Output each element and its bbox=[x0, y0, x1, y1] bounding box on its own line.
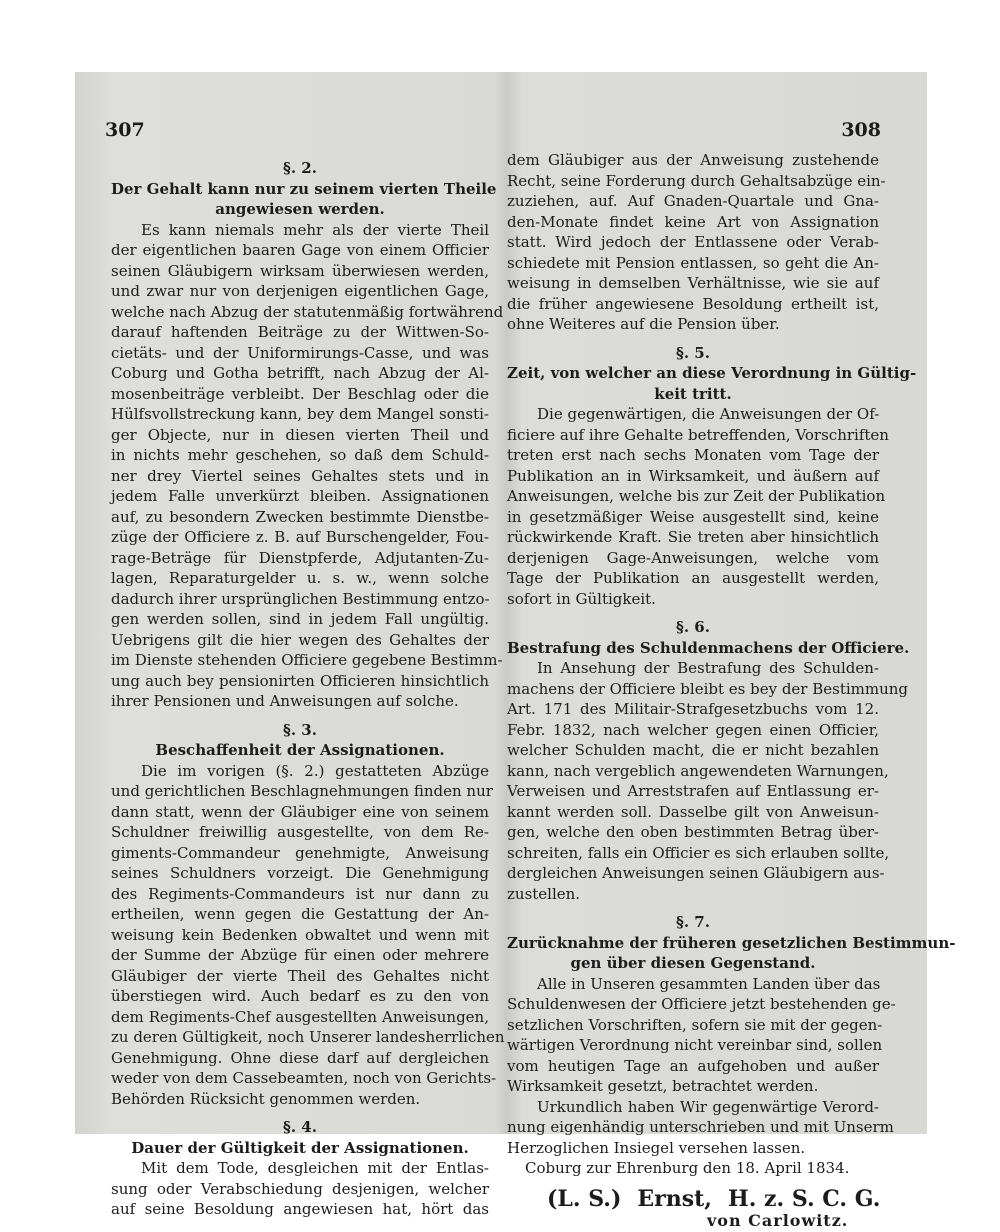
paragraph-line: Hülfsvollstreckung kann, bey dem Mangel sonsti- bbox=[111, 405, 489, 423]
paragraph-line: zustellen. bbox=[507, 884, 581, 903]
scanned-page bbox=[75, 72, 956, 1230]
paragraph-line: Es kann niemals mehr als der vierte Theil bbox=[141, 220, 489, 239]
paragraph-line: züge der Officiere z. B. auf Burschengelder, Fou- bbox=[111, 528, 489, 546]
paragraph-line: vom heutigen Tage an aufgehoben und außer bbox=[507, 1056, 879, 1075]
paragraph-line: welcher Schulden macht, die er nicht bezahlen bbox=[507, 741, 879, 759]
paragraph-line: im Dienste stehenden Officiere gegebene Bestimm- bbox=[111, 651, 503, 669]
paragraph-line: Alle in Unseren gesammten Landen über das bbox=[537, 974, 881, 993]
paragraph-line: treten erst nach sechs Monaten vom Tage der bbox=[507, 446, 879, 464]
paragraph-line: Coburg und Gotha betrifft, nach Abzug der Al- bbox=[111, 364, 489, 382]
paragraph-line: derjenigen Gage-Anweisungen, welche vom bbox=[507, 548, 879, 567]
paragraph-line: Wirksamkeit gesetzt, betrachtet werden. bbox=[507, 1077, 819, 1095]
paragraph-line: des Regiments-Commandeurs ist nur dann zu bbox=[111, 884, 489, 903]
paragraph-line: Schuldner freiwillig ausgestellte, von dem Re- bbox=[111, 823, 489, 841]
paragraph-line: in gesetzmäßiger Weise ausgestellt sind, keine bbox=[507, 507, 879, 526]
section-title: Bestrafung des Schuldenmachens der Officiere. bbox=[507, 638, 910, 657]
signature-block bbox=[507, 1185, 881, 1212]
seal-mark: (L. S.) bbox=[547, 1185, 622, 1212]
paragraph-line: auf, zu besondern Zwecken bestimmte Dienstbe- bbox=[111, 507, 489, 526]
paragraph-line: dem Regiments-Chef ausgestellten Anweisungen, bbox=[111, 1007, 489, 1026]
paragraph-line: Uebrigens gilt die hier wegen des Gehaltes der bbox=[111, 630, 489, 649]
paragraph-line: Schuldenwesen der Officiere jetzt bestehenden ge- bbox=[507, 995, 896, 1013]
date-line: Coburg zur Ehrenburg den 18. April 1834. bbox=[525, 1159, 850, 1177]
paragraph-line: weder von dem Cassebeamten, noch von Gerichts- bbox=[111, 1069, 497, 1087]
paragraph-line: ertheilen, wenn gegen die Gestattung der An- bbox=[111, 905, 489, 923]
paragraph-line: Tage der Publikation an ausgestellt werden, bbox=[507, 569, 879, 587]
paragraph-line: dann statt, wenn der Gläubiger eine von seinem bbox=[111, 802, 489, 821]
paragraph-line: Anweisungen, welche bis zur Zeit der Publikation bbox=[507, 487, 886, 505]
paragraph-line: Febr. 1832, nach welcher gegen einen Officier, bbox=[507, 720, 879, 739]
closing-line: nung eigenhändig unterschrieben und mit Unserm bbox=[507, 1118, 894, 1136]
paragraph-line: dem Gläubiger aus der Anweisung zustehende bbox=[507, 151, 879, 169]
paragraph-line: schreiten, falls ein Officier es sich erlauben sollte, bbox=[507, 843, 890, 862]
closing-line: Herzoglichen Insiegel versehen lassen. bbox=[507, 1138, 806, 1157]
section-title: Dauer der Gültigkeit der Assignationen. bbox=[131, 1138, 469, 1157]
paragraph-line: setzlichen Vorschriften, sofern sie mit der gegen- bbox=[507, 1015, 883, 1034]
paragraph-line: in nichts mehr geschehen, so daß dem Schuld- bbox=[111, 446, 489, 464]
page-number-right: 308 bbox=[841, 119, 881, 141]
paragraph-line: Art. 171 des Militair-Strafgesetzbuchs vom 12. bbox=[507, 700, 879, 718]
paragraph-line: rückwirkende Kraft. Sie treten aber hinsichtlich bbox=[507, 528, 879, 546]
section-title: Beschaffenheit der Assignationen. bbox=[155, 741, 445, 759]
paragraph-line: auf seine Besoldung angewiesen hat, hört das bbox=[111, 1200, 489, 1218]
paragraph-line: machens der Officiere bleibt es bey der Bestimmung bbox=[507, 679, 909, 698]
paragraph-line: Recht, seine Forderung durch Gehaltsabzüge ein- bbox=[507, 171, 886, 190]
countersignature: von Carlowitz. bbox=[707, 1211, 849, 1230]
paragraph-line: kann, nach vergeblich angewendeten Warnungen, bbox=[507, 761, 889, 780]
paragraph-line: kannt werden soll. Dasselbe gilt von Anweisun- bbox=[507, 802, 879, 821]
signature-name: Ernst, bbox=[637, 1185, 712, 1212]
paragraph-line: den-Monate findet keine Art von Assignation bbox=[507, 212, 879, 231]
paragraph-line: schiedete mit Pension entlassen, so geht die An- bbox=[507, 253, 879, 272]
paragraph-line: ger Objecte, nur in diesen vierten Theil und bbox=[111, 425, 489, 444]
paragraph-line: ung auch bey pensionirten Officieren hinsichtlich bbox=[111, 671, 489, 690]
paragraph-line: lagen, Reparaturgelder u. s. w., wenn solche bbox=[111, 569, 489, 587]
paragraph-line: und gerichtlichen Beschlagnehmungen finden nur bbox=[111, 782, 493, 800]
paragraph-line: weisung kein Bedenken obwaltet und wenn mit bbox=[111, 925, 489, 944]
page-number-left: 307 bbox=[105, 119, 145, 141]
section-heading: §. 3. bbox=[283, 720, 317, 739]
paragraph-line: dergleichen Anweisungen seinen Gläubigern aus- bbox=[507, 864, 885, 882]
paragraph-line: sung oder Verabschiedung desjenigen, welcher bbox=[111, 1179, 489, 1198]
paragraph-line: In Ansehung der Bestrafung des Schulden- bbox=[537, 659, 879, 677]
paragraph-line: wärtigen Verordnung nicht vereinbar sind, sollen bbox=[507, 1036, 883, 1054]
paragraph-line: Genehmigung. Ohne diese darf auf dergleichen bbox=[111, 1048, 489, 1067]
paragraph-line: ficiere auf ihre Gehalte betreffenden, Vorschriften bbox=[507, 425, 889, 444]
paragraph-line: und zwar nur von derjenigen eigentlichen Gage, bbox=[111, 282, 489, 300]
paragraph-line: der eigentlichen baaren Gage von einem Officier bbox=[111, 241, 489, 259]
paragraph-line: mosenbeiträge verbleibt. Der Beschlag oder die bbox=[111, 384, 489, 403]
paragraph-line: darauf haftenden Beiträge zu der Wittwen-So- bbox=[111, 323, 489, 341]
paragraph-line: welche nach Abzug der statutenmäßig fortwährend bbox=[111, 302, 504, 321]
section-title: angewiesen werden. bbox=[215, 200, 385, 218]
paragraph-line: sofort in Gültigkeit. bbox=[507, 589, 656, 608]
section-title: keit tritt. bbox=[654, 384, 732, 403]
paragraph-line: die früher angewiesene Besoldung ertheilt ist, bbox=[507, 294, 879, 313]
paragraph-line: dadurch ihrer ursprünglichen Bestimmung entzo- bbox=[111, 589, 490, 608]
section-heading: §. 4. bbox=[283, 1118, 317, 1136]
paragraph-line: der Summe der Abzüge für einen oder mehrere bbox=[111, 946, 489, 964]
paragraph-line: ohne Weiteres auf die Pension über. bbox=[507, 315, 780, 333]
paragraph-line: Verweisen und Arreststrafen auf Entlassung er- bbox=[507, 782, 879, 800]
paragraph-line: seinen Gläubigern wirksam überwiesen werden, bbox=[111, 261, 489, 280]
section-title: Zeit, von welcher an diese Verordnung in Gültig- bbox=[507, 364, 917, 382]
right-column bbox=[507, 150, 956, 1232]
paragraph-line: Mit dem Tode, desgleichen mit der Entlas- bbox=[141, 1159, 489, 1177]
paragraph-line: zuziehen, auf. Auf Gnaden-Quartale und Gna- bbox=[507, 192, 879, 210]
signature-title: H. z. S. C. G. bbox=[727, 1185, 881, 1212]
paragraph-line: weisung in demselben Verhältnisse, wie sie auf bbox=[507, 274, 879, 292]
paragraph-line: giments-Commandeur genehmigte, Anweisung bbox=[111, 843, 489, 862]
paragraph-line: rage-Beträge für Dienstpferde, Adjutanten-Zu- bbox=[111, 548, 489, 567]
paragraph-line: ner drey Viertel seines Gehaltes stets und in bbox=[111, 466, 489, 485]
section-title: Der Gehalt kann nur zu seinem vierten Theile bbox=[111, 179, 497, 198]
paragraph-line: Publikation an in Wirksamkeit, und äußern auf bbox=[507, 466, 879, 485]
paragraph-line: überstiegen wird. Auch bedarf es zu den von bbox=[111, 987, 489, 1005]
paragraph-line: Die im vorigen (§. 2.) gestatteten Abzüge bbox=[141, 761, 489, 780]
paragraph-line: Gläubiger der vierte Theil des Gehaltes nicht bbox=[111, 966, 489, 985]
section-title: Zurücknahme der früheren gesetzlichen Bestimmun- bbox=[507, 933, 956, 952]
section-heading: §. 5. bbox=[676, 343, 710, 362]
paragraph-line: statt. Wird jedoch der Entlassene oder Verab- bbox=[507, 233, 879, 251]
closing-line: Urkundlich haben Wir gegenwärtige Verord- bbox=[537, 1097, 879, 1116]
paragraph-line: jedem Falle unverkürzt bleiben. Assignationen bbox=[111, 487, 489, 505]
section-title: gen über diesen Gegenstand. bbox=[570, 954, 816, 972]
paragraph-line: Die gegenwärtigen, die Anweisungen der Of- bbox=[537, 405, 880, 423]
paragraph-line: ihrer Pensionen und Anweisungen auf solche. bbox=[111, 692, 459, 710]
section-heading: §. 2. bbox=[283, 159, 317, 177]
section-heading: §. 7. bbox=[676, 913, 710, 931]
paragraph-line: Behörden Rücksicht genommen werden. bbox=[111, 1089, 421, 1108]
left-column bbox=[111, 150, 505, 1220]
paragraph-line: gen, welche den oben bestimmten Betrag über- bbox=[507, 823, 879, 841]
paragraph-line: gen werden sollen, sind in jedem Fall ungültig. bbox=[111, 610, 489, 628]
paragraph-line: zu deren Gültigkeit, noch Unserer landesherrlichen bbox=[111, 1028, 505, 1046]
section-heading: §. 6. bbox=[676, 618, 710, 636]
paragraph-line: seines Schuldners vorzeigt. Die Genehmigung bbox=[111, 864, 489, 882]
paragraph-line: cietäts- und der Uniformirungs-Casse, und was bbox=[111, 343, 489, 362]
